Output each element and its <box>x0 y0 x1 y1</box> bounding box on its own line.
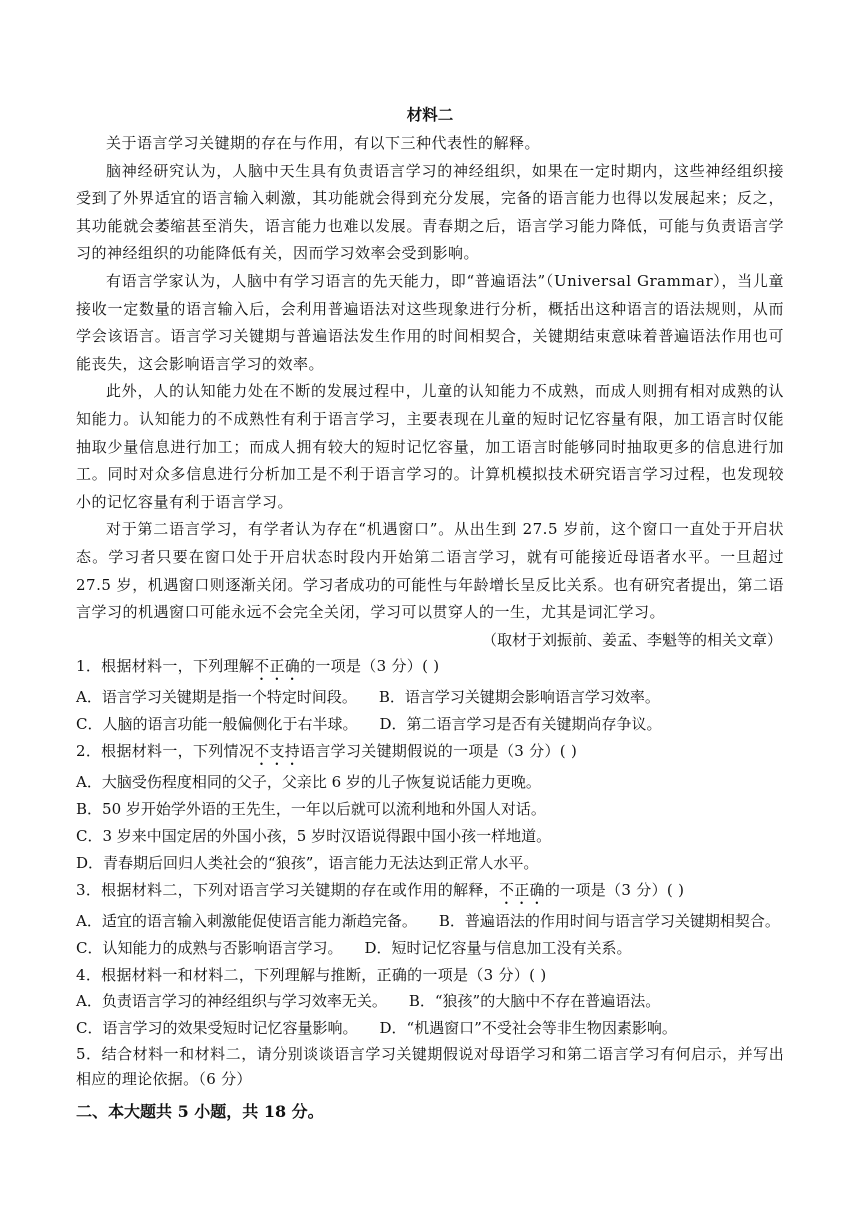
question-3-option-b[interactable]: B．普遍语法的作用时间与语言学习关键期相契合。 <box>438 911 780 930</box>
question-1-pre: 1．根据材料一，下列理解 <box>76 656 255 675</box>
question-4-options-row-1 <box>76 988 784 1015</box>
question-3 <box>76 877 784 908</box>
question-4-option-b[interactable]: B．“狼孩”的大脑中不存在普遍语法。 <box>408 991 661 1010</box>
question-1-post: 的一项是（3 分）( ) <box>300 656 440 675</box>
question-4-text: 4．根据材料一和材料二，下列理解与推断，正确的一项是（3 分）( ) <box>76 965 547 984</box>
question-3-option-a[interactable]: A．适宜的语言输入刺激能促使语言能力渐趋完备。 <box>76 911 417 930</box>
question-1-option-b[interactable]: B．语言学习关键期会影响语言学习效率。 <box>378 687 660 706</box>
question-2-option-d[interactable]: D．青春期后回归人类社会的“狼孩”，语言能力无法达到正常人水平。 <box>76 853 539 872</box>
question-3-options-row-1 <box>76 908 784 935</box>
question-1-emphasis: 不正确 <box>254 656 301 675</box>
question-4-option-d[interactable]: D．“机遇窗口”不受社会等非生物因素影响。 <box>379 1018 677 1037</box>
question-4 <box>76 962 784 988</box>
question-3-option-c[interactable]: C．认知能力的成熟与否影响语言学习。 <box>76 938 343 957</box>
question-1 <box>76 653 784 684</box>
question-2-pre: 2．根据材料一，下列情况 <box>76 741 255 760</box>
question-2 <box>76 738 784 769</box>
question-2-emphasis: 不支持 <box>254 741 301 760</box>
material-source: （取材于刘振前、姜孟、李魁等的相关文章） <box>481 630 782 649</box>
question-2-option-c[interactable]: C．3 岁来中国定居的外国小孩，5 岁时汉语说得跟中国小孩一样地道。 <box>76 826 552 845</box>
question-4-option-c[interactable]: C．语言学习的效果受短时记忆容量影响。 <box>76 1018 358 1037</box>
question-1-options-row-1 <box>76 684 784 711</box>
material-paragraph-4: 此外，人的认知能力处在不断的发展过程中，儿童的认知能力不成熟，而成人则拥有相对成熟的认知能力。认知能力的不成熟性有利于语言学习，主要表现在儿童的短时记忆容量有限，加工语言时仅能抽取少量信息进行加工；而成人拥有较大的短时记忆容量，加工语言时能够同时抽取更多的信息进行加工。同时对众多信息进行分析加工是不利于语言学习的。计算机模拟技术研究语言学习过程，也发现较小的记忆容量有利于语言学习。 <box>76 382 784 511</box>
material-paragraph-1: 关于语言学习关键期的存在与作用，有以下三种代表性的解释。 <box>106 134 541 152</box>
question-3-pre: 3．根据材料二，下列对语言学习关键期的存在或作用的解释， <box>76 880 499 899</box>
question-3-option-d[interactable]: D．短时记忆容量与信息加工没有关系。 <box>364 938 632 957</box>
question-1-option-c[interactable]: C．人脑的语言功能一般偏侧化于右半球。 <box>76 714 358 733</box>
question-1-option-d[interactable]: D．第二语言学习是否有关键期尚存争议。 <box>379 714 662 733</box>
question-4-options-row-2 <box>76 1015 784 1042</box>
question-1-option-a[interactable]: A．语言学习关键期是指一个特定时间段。 <box>76 687 357 706</box>
material-paragraph-3: 有语言学家认为，人脑中有学习语言的先天能力，即“普遍语法”（Universal Grammar），当儿童接收一定数量的语言输入后，会利用普遍语法对这些现象进行分析，概括出这种语言的语法规则，从而学会该语言。语言学习关键期与普遍语法发生作用的时间相契合，关键期结束意味着普遍语法作用也可能丧失，这会影响语言学习的效率。 <box>76 271 784 373</box>
question-2-option-b[interactable]: B．50 岁开始学外语的王先生，一年以后就可以流利地和外国人对话。 <box>76 799 546 818</box>
question-2-post: 语言学习关键期假说的一项是（3 分）( ) <box>300 741 578 760</box>
question-1-options-row-2 <box>76 711 784 738</box>
question-4-option-a[interactable]: A．负责语言学习的神经组织与学习效率无关。 <box>76 991 387 1010</box>
question-3-emphasis: 不正确 <box>498 880 545 899</box>
question-2-option-a[interactable]: A．大脑受伤程度相同的父子，父亲比 6 岁的儿子恢复说话能力更晚。 <box>76 772 541 791</box>
material-title: 材料二 <box>406 105 454 124</box>
section-heading: 二、本大题共 5 小题，共 18 分。 <box>76 1101 324 1121</box>
question-5: 5．结合材料一和材料二，请分别谈谈语言学习关键期假说对母语学习和第二语言学习有何启示，并写出相应的理论依据。（6 分） <box>76 1044 784 1089</box>
question-3-options-row-2 <box>76 935 784 962</box>
question-3-post: 的一项是（3 分）( ) <box>544 880 685 899</box>
page-content <box>76 100 784 1127</box>
material-paragraph-2: 脑神经研究认为，人脑中天生具有负责语言学习的神经组织，如果在一定时期内，这些神经组织接受到了外界适宜的语言输入刺激，其功能就会得到充分发展，完备的语言能力也得以发展起来；反之，其功能就会萎缩甚至消失，语言能力也难以发展。青春期之后，语言学习能力降低，可能与负责语言学习的神经组织的功能降低有关，因而学习效率会受到影响。 <box>76 161 784 263</box>
material-paragraph-5: 对于第二语言学习，有学者认为存在“机遇窗口”。从出生到 27.5 岁前，这个窗口一直处于开启状态。学习者只要在窗口处于开启状态时段内开始第二语言学习，就有可能接近母语者水平。一旦超过 27.5 岁，机遇窗口则逐渐关闭。学习者成功的可能性与年龄增长呈反比关系。也有研究者提出，第二语言学习的机遇窗口可能永远不会完全关闭，学习可以贯穿人的一生，尤其是词汇学习。 <box>76 520 784 622</box>
